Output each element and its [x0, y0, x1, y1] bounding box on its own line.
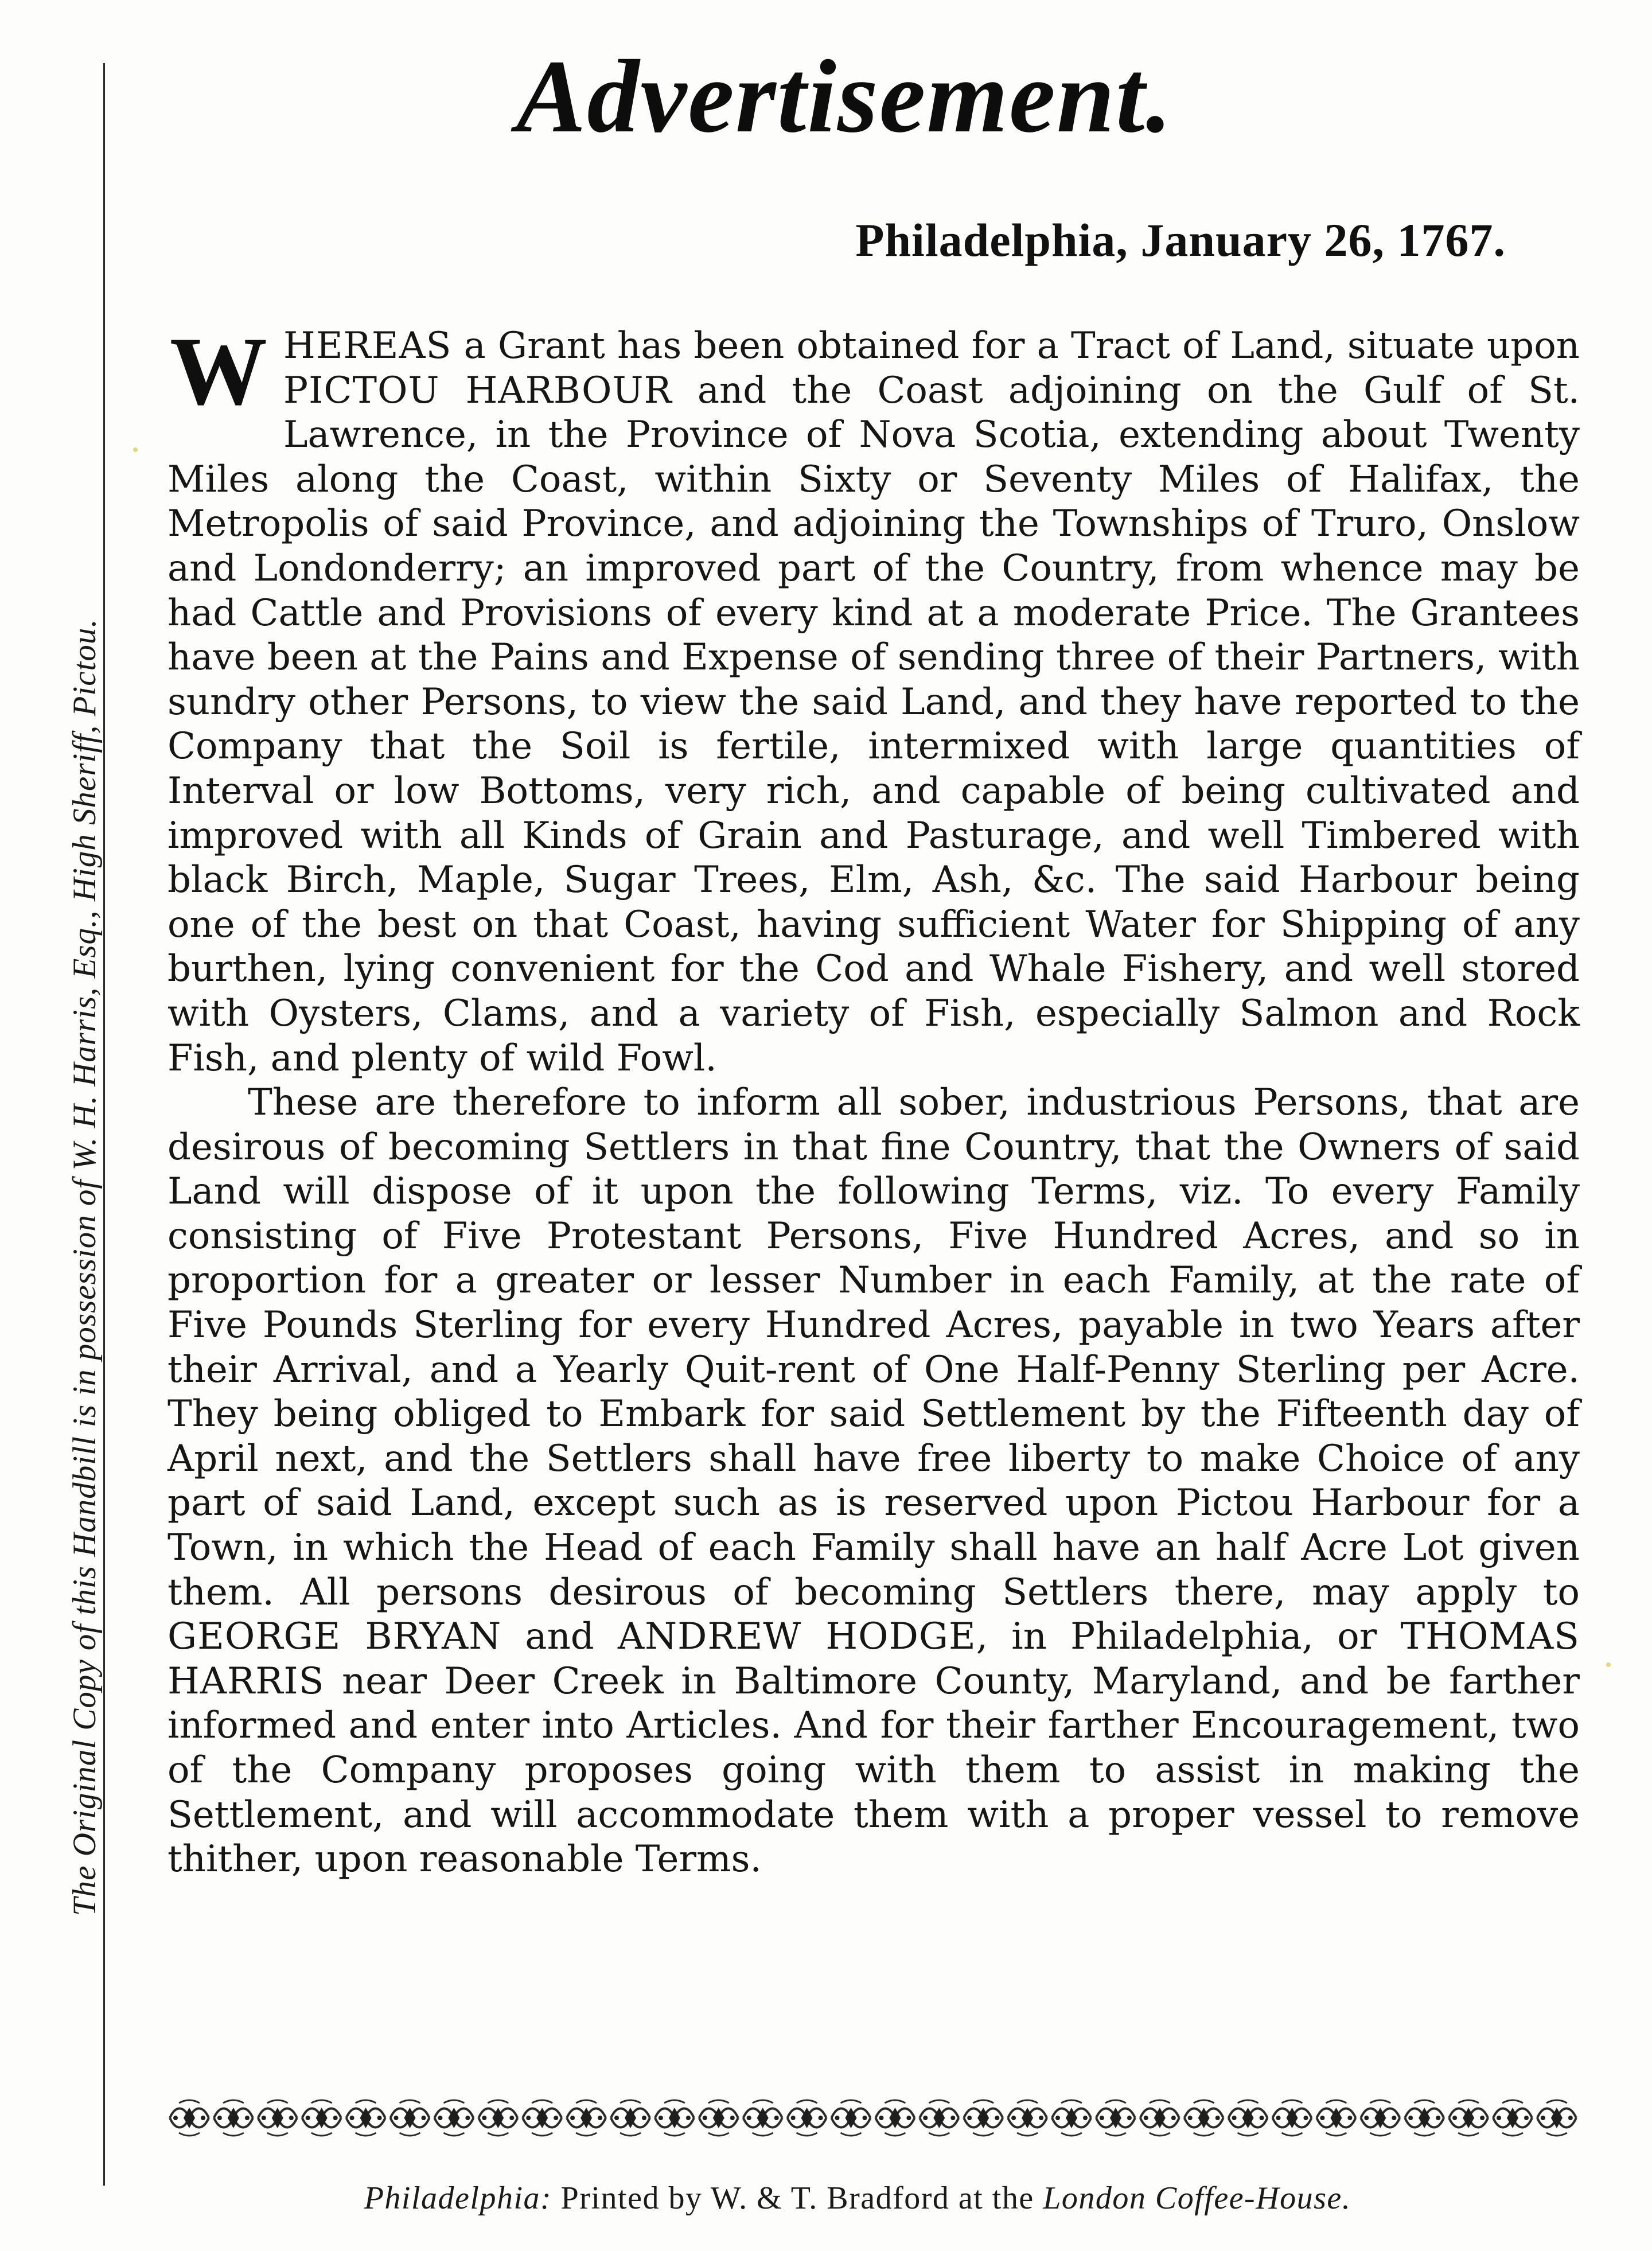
paragraph-1-text-b: and the Coast adjoining on the Gulf of St. Lawrence, in the Province of Nova Scotia, extending about Twenty Miles along the Coast, within Sixty or Seventy Miles of Halifax, the Metropolis of said Province, and adjoining the Townships of Truro, Onslow and Londonderry; an improved part of the Country, from whence may be had Cattle and Provisions of every kind at a moderate Price. The Grantees have been at the Pains and Expense of sending three of their Partners, with sundry other Persons, to view the said Land, and they have reported to the Company that the Soil is fertile, intermixed with large quantities of Interval or low Bottoms, very rich, and capable of being cultivated and improved with all Kinds of Grain and Pasturage, and well Timbered with black Birch, Maple, Sugar Trees, Elm, Ash, &c. The said Harbour being one of the best on that Coast, having sufficient Water for Shipping of any burthen, lying convenient for the Cod and Whale Fishery, and well stored with Oysters, Clams, and a variety of Fish, especially Salmon and Rock Fish, and plenty of wild Fowl. [167, 369, 1580, 1080]
paragraph-2 [167, 1081, 1580, 1882]
drop-cap: W [170, 317, 267, 425]
place-name-pictou-harbour: PICTOU HARBOUR [283, 369, 672, 412]
dateline: Philadelphia, January 26, 1767. [855, 214, 1506, 266]
paragraph-2-text-a: These are therefore to inform all sober, industrious Persons, that are desirous of becoming Settlers in that fine Country, that the Owners of said Land will dispose of it upon the following Terms, viz. To every Family consisting of Five Protestant Persons, Five Hundred Acres, and so in proportion for a greater or lesser Number in each Family, at the rate of Five Pounds Sterling for every Hundred Acres, payable in two Years after their Arrival, and a Yearly Quit-rent of One Half-Penny Sterling per Acre. They being obliged to Embark for said Settlement by the Fifteenth day of April next, and the Settlers shall have free liberty to make Choice of any part of said Land, except such as is reserved upon Pictou Harbour for a Town, in which the Head of each Family shall have an half Acre Lot given them. All persons desirous of becoming Settlers there, may apply to [167, 1081, 1580, 1614]
paragraph-2-text-c: , in Philadelphia, or [976, 1615, 1401, 1658]
left-margin-rule [103, 63, 105, 2186]
imprint-place: Philadelphia: [364, 2180, 552, 2216]
contact-name-george-bryan: GEORGE BRYAN [167, 1615, 502, 1658]
page-title: Advertisement. [516, 39, 1174, 154]
imprint-printer: Printed by W. & T. Bradford at the [552, 2180, 1043, 2216]
advertisement-body [167, 317, 1580, 1882]
contact-name-andrew-hodge: ANDREW HODGE [617, 1615, 976, 1658]
paragraph-1 [167, 317, 1580, 1081]
paper-speck [133, 447, 138, 452]
paragraph-2-text-d: near Deer Creek in Baltimore County, Maryland, and be farther informed and enter into Articles. And for their farther Encouragement, two of the Company proposes going with them to assist in making the Settlement, and will accommodate them with a proper vessel to remove thither, upon reasonable Terms. [167, 1660, 1580, 1881]
imprint-venue: London Coffee-House. [1043, 2180, 1351, 2216]
contact-name-thomas-harris: THOMAS HARRIS [167, 1615, 1580, 1703]
paragraph-2-text-b: and [501, 1615, 618, 1658]
printer-imprint [0, 2180, 1652, 2217]
paper-speck [1606, 1662, 1611, 1667]
side-note: The Original Copy of this Handbill is in possession of W. H. Harris, Esq., High Sheriff, Pictou. [67, 618, 103, 1916]
decorative-border [167, 2095, 1580, 2141]
ornament-pattern-icon [167, 2095, 1580, 2141]
caps-lead: HEREAS [283, 325, 452, 367]
paragraph-1-text-a: a Grant has been obtained for a Tract of Land, situate upon [451, 325, 1580, 367]
